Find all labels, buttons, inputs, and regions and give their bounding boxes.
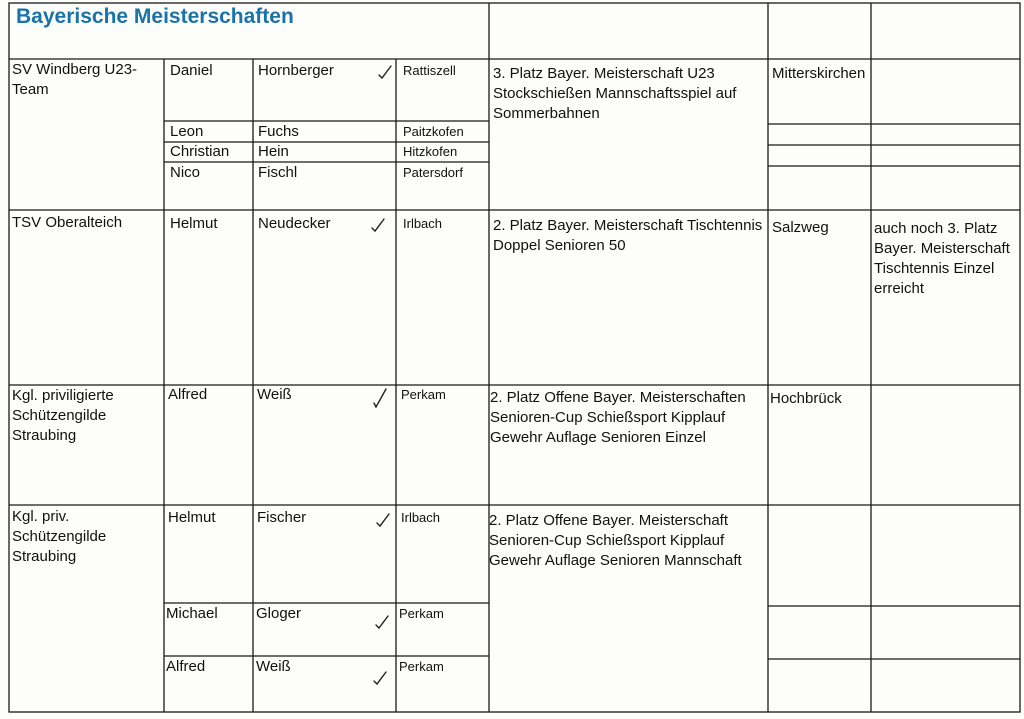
last-name: Gloger <box>256 605 302 622</box>
club-name: Kgl. priviligierte Schützengilde Straubing <box>12 387 114 444</box>
place: Rattiszell <box>403 63 456 78</box>
last-name: Fuchs <box>258 123 299 140</box>
checkmark-icon <box>377 62 393 82</box>
checkmark-icon <box>374 612 390 632</box>
location: Salzweg <box>772 219 829 236</box>
first-name: Michael <box>166 605 218 622</box>
last-name: Hornberger <box>258 62 334 79</box>
place: Irlbach <box>401 510 441 525</box>
place: Perkam <box>399 606 444 621</box>
club-name: SV Windberg U23-Team <box>12 61 138 98</box>
checkmark-icon <box>375 510 391 530</box>
first-name: Nico <box>170 164 201 181</box>
last-name: Weiß <box>257 386 292 403</box>
club-name: TSV Oberalteich <box>12 214 123 231</box>
checkmark-icon <box>372 387 388 407</box>
place: Patersdorf <box>403 165 463 180</box>
note: auch noch 3. Platz Bayer. Meisterschaft Tischtennis Einzel erreicht <box>874 220 1010 297</box>
place: Paitzkofen <box>403 124 464 139</box>
place: Hitzkofen <box>403 144 458 159</box>
last-name: Neudecker <box>258 215 331 232</box>
first-name: Christian <box>170 143 230 160</box>
first-name: Helmut <box>168 509 216 526</box>
first-name: Daniel <box>170 62 213 79</box>
last-name: Fischl <box>258 164 298 181</box>
first-name: Alfred <box>168 386 208 403</box>
place: Perkam <box>401 387 446 402</box>
club-name: Kgl. priv. Schützengilde Straubing <box>12 508 107 565</box>
first-name: Leon <box>170 123 204 140</box>
achievement: 2. Platz Offene Bayer. Meisterschaft Senioren-Cup Schießsport Kipplauf Gewehr Auflage Senioren Mannschaft <box>489 512 742 569</box>
last-name: Hein <box>258 143 289 160</box>
first-name: Helmut <box>170 215 218 232</box>
achievement: 2. Platz Bayer. Meisterschaft Tischtennis Doppel Senioren 50 <box>493 217 763 254</box>
checkmark-icon <box>370 215 386 235</box>
achievement: 2. Platz Offene Bayer. Meisterschaften Senioren-Cup Schießsport Kipplauf Gewehr Auflage Senioren Einzel <box>490 389 746 446</box>
checkmark-icon <box>372 668 388 688</box>
achievement: 3. Platz Bayer. Meisterschaft U23 Stockschießen Mannschaftsspiel auf Sommerbahnen <box>493 65 737 122</box>
last-name: Weiß <box>256 658 291 675</box>
first-name: Alfred <box>166 658 206 675</box>
last-name: Fischer <box>257 509 307 526</box>
place: Perkam <box>399 659 444 674</box>
document-title: Bayerische Meisterschaften <box>16 5 294 28</box>
place: Irlbach <box>403 216 443 231</box>
location: Mitterskirchen <box>772 65 866 82</box>
location: Hochbrück <box>770 390 842 407</box>
